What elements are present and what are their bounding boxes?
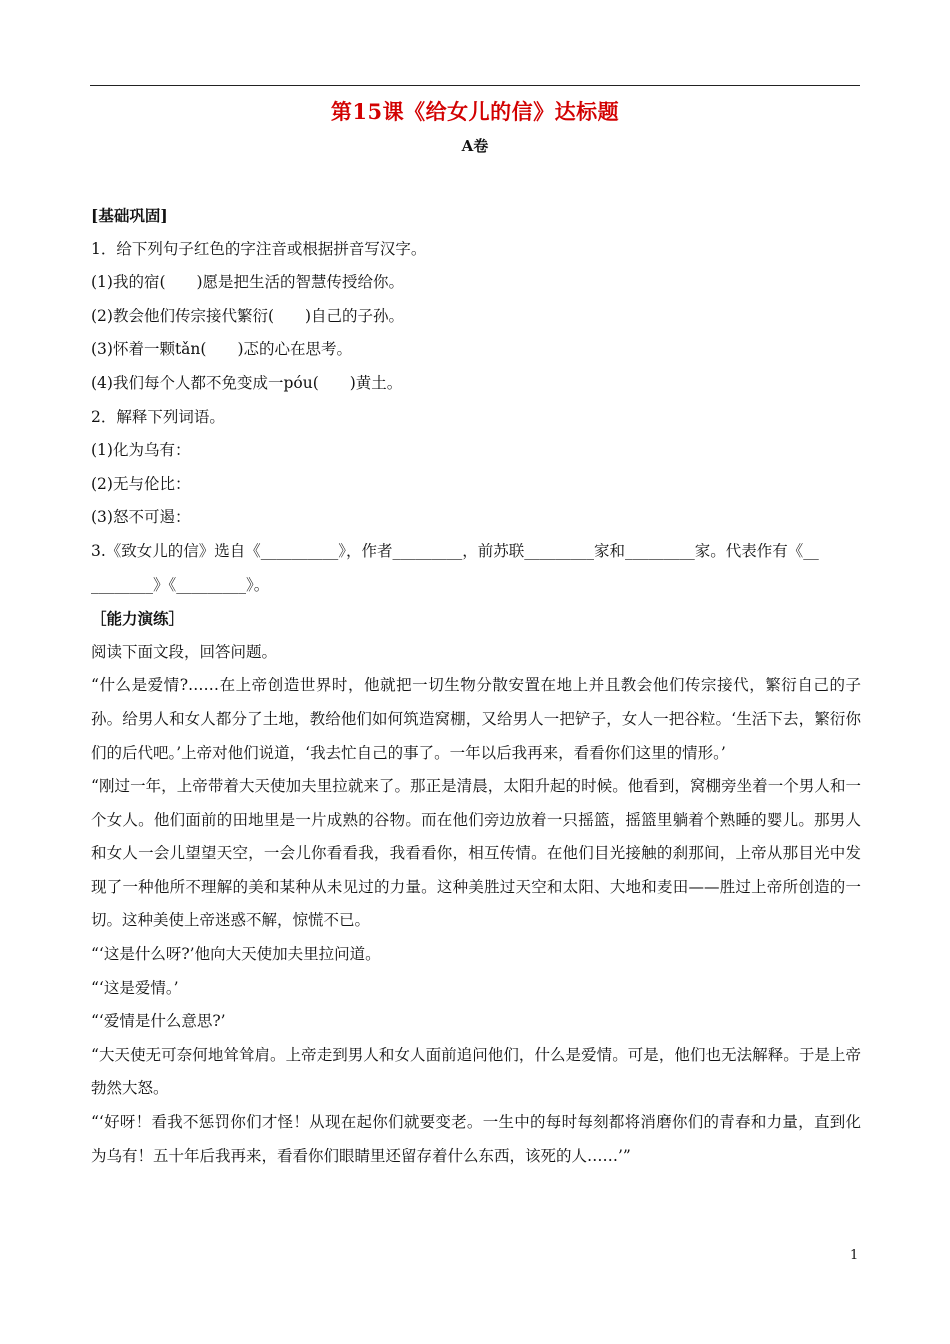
question-1-item: (3)怀着一颗tǎn( )忑的心在思考。 bbox=[91, 340, 353, 359]
question-3-line: 3.《致女儿的信》选自《__________》，作者_________，前苏联_________家和_________家。代表作有《__ bbox=[91, 541, 819, 560]
document-body bbox=[91, 199, 861, 1173]
page-number: 1 bbox=[850, 1248, 859, 1263]
question-2-prompt: 2．解释下列词语。 bbox=[91, 407, 225, 426]
question-1-prompt: 1．给下列句子红色的字注音或根据拼音写汉字。 bbox=[91, 239, 427, 258]
passage-paragraph: “大天使无可奈何地耸耸肩。上帝走到男人和女人面前追问他们，什么是爱情。可是，他们也无法解释。于是上帝勃然大怒。 bbox=[91, 1045, 861, 1098]
passage-paragraph: “‘这是爱情。’ bbox=[91, 978, 179, 997]
passage-paragraph: “‘这是什么呀?’他向大天使加夫里拉问道。 bbox=[91, 945, 381, 964]
passage-paragraph: “‘好呀！看我不惩罚你们才怪！从现在起你们就要变老。一生中的每时每刻都将消磨你们的青春和力量，直到化为乌有！五十年后我再来，看看你们眼睛里还留存着什么东西，该死的人……’” bbox=[91, 1113, 861, 1165]
page-subtitle: A卷 bbox=[461, 137, 489, 155]
question-3-line: ________》《_________》。 bbox=[91, 575, 270, 594]
question-1-item: (1)我的宿( )愿是把生活的智慧传授给你。 bbox=[91, 273, 405, 292]
question-1-item: (2)教会他们传宗接代繁衍( )自己的子孙。 bbox=[91, 306, 405, 325]
page-title: 第15课《给女儿的信》达标题 bbox=[330, 99, 620, 124]
question-2-item: (2)无与伦比： bbox=[91, 474, 191, 493]
section-heading-practice: ［能力演练］ bbox=[91, 609, 185, 629]
question-2-item: (3)怒不可遏： bbox=[91, 508, 191, 527]
question-1-item: (4)我们每个人都不免变成一póu( )黄土。 bbox=[91, 373, 403, 392]
header-rule bbox=[90, 85, 860, 86]
passage-paragraph: “什么是爱情?……在上帝创造世界时，他就把一切生物分散安置在地上并且教会他们传宗接代，繁衍自己的子孙。给男人和女人都分了土地，教给他们如何筑造窝棚，又给男人一把铲子，女人一把谷粒。‘生活下去，繁衍你们的后代吧。’上帝对他们说道，‘我去忙自己的事了。一年以后我再来，看看你们这里的情形。’ bbox=[91, 676, 861, 762]
reading-instruction: 阅读下面文段，回答问题。 bbox=[91, 642, 278, 661]
question-2-item: (1)化为乌有： bbox=[91, 441, 191, 460]
section-heading-basics: [基础巩固] bbox=[91, 206, 168, 225]
passage-paragraph: “刚过一年，上帝带着大天使加夫里拉就来了。那正是清晨，太阳升起的时候。他看到，窝棚旁坐着一个男人和一个女人。他们面前的田地里是一片成熟的谷物。而在他们旁边放着一只摇篮，摇篮里躺着个熟睡的婴儿。那男人和女人一会儿望望天空，一会儿你看看我，我看看你，相互传情。在他们目光接触的刹那间，上帝从那目光中发现了一种他所不理解的美和某种从未见过的力量。这种美胜过天空和太阳、大地和麦田——胜过上帝所创造的一切。这种美使上帝迷惑不解，惊慌不已。 bbox=[91, 777, 861, 930]
passage-paragraph: “‘爱情是什么意思?’ bbox=[91, 1012, 226, 1031]
